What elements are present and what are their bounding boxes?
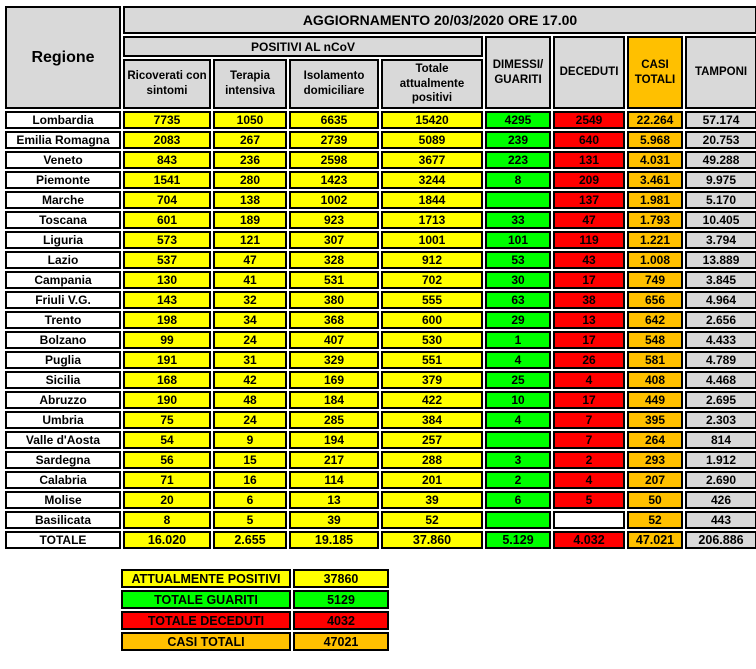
dimessi-value: 53 [485,251,551,269]
dimessi-value: 6 [485,491,551,509]
casi-value: 50 [627,491,683,509]
attualmente-value: 3677 [381,151,483,169]
summary-row [121,632,389,651]
deceduti-value: 17 [553,331,625,349]
tamponi-value: 426 [685,491,756,509]
attualmente-value: 3244 [381,171,483,189]
terapia-value: 41 [213,271,287,289]
attualmente-value: 5089 [381,131,483,149]
ricoverati-value: 2083 [123,131,211,149]
tamponi-value: 3.845 [685,271,756,289]
casi-value: 5.968 [627,131,683,149]
deceduti-value [553,511,625,529]
totale-ricoverati: 16.020 [123,531,211,549]
attualmente-value: 257 [381,431,483,449]
dimessi-value [485,191,551,209]
region-name: Abruzzo [5,391,121,409]
ricoverati-value: 99 [123,331,211,349]
summary-row [121,611,389,630]
table-row [5,371,756,389]
region-name: Campania [5,271,121,289]
region-name: Bolzano [5,331,121,349]
table-row [5,511,756,529]
casi-value: 749 [627,271,683,289]
terapia-value: 189 [213,211,287,229]
deceduti-value: 13 [553,311,625,329]
dimessi-value: 30 [485,271,551,289]
region-name: Toscana [5,211,121,229]
summary-row [121,590,389,609]
deceduti-value: 26 [553,351,625,369]
table-row [5,291,756,309]
region-name: Puglia [5,351,121,369]
ricoverati-value: 198 [123,311,211,329]
terapia-value: 48 [213,391,287,409]
covid-regions-table [3,4,756,551]
isolamento-value: 169 [289,371,379,389]
dimessi-value: 8 [485,171,551,189]
tamponi-value: 5.170 [685,191,756,209]
terapia-value: 9 [213,431,287,449]
table-row [5,131,756,149]
region-name: Calabria [5,471,121,489]
deceduti-value: 137 [553,191,625,209]
attualmente-value: 15420 [381,111,483,129]
attualmente-value: 555 [381,291,483,309]
attualmente-value: 201 [381,471,483,489]
tamponi-value: 4.433 [685,331,756,349]
deceduti-value: 2549 [553,111,625,129]
ricoverati-value: 190 [123,391,211,409]
isolamento-value: 368 [289,311,379,329]
totale-terapia: 2.655 [213,531,287,549]
casi-value: 4.031 [627,151,683,169]
totale-label: TOTALE [5,531,121,549]
casi-value: 22.264 [627,111,683,129]
ricoverati-value: 1541 [123,171,211,189]
region-name: Sardegna [5,451,121,469]
totale-dimessi: 5.129 [485,531,551,549]
table-row [5,191,756,209]
dimessi-value: 4295 [485,111,551,129]
positivi-group-header: POSITIVI AL nCoV [123,36,483,57]
dimessi-value: 29 [485,311,551,329]
region-name: Friuli V.G. [5,291,121,309]
tamponi-value: 10.405 [685,211,756,229]
ricoverati-value: 130 [123,271,211,289]
region-name: Molise [5,491,121,509]
attualmente-value: 1844 [381,191,483,209]
totale-deceduti: 4.032 [553,531,625,549]
casi-value: 581 [627,351,683,369]
isolamento-value: 285 [289,411,379,429]
summary-value: 4032 [293,611,389,630]
isolamento-header: Isolamento domiciliare [289,59,379,109]
tamponi-value: 1.912 [685,451,756,469]
deceduti-value: 5 [553,491,625,509]
totale-isolamento: 19.185 [289,531,379,549]
table-row [5,211,756,229]
ricoverati-value: 843 [123,151,211,169]
region-name: Umbria [5,411,121,429]
isolamento-value: 39 [289,511,379,529]
tamponi-header: TAMPONI [685,36,756,109]
deceduti-value: 4 [553,371,625,389]
terapia-value: 280 [213,171,287,189]
table-row [5,491,756,509]
tamponi-value: 57.174 [685,111,756,129]
summary-label: TOTALE GUARITI [121,590,291,609]
dimessi-value: 1 [485,331,551,349]
tamponi-value: 20.753 [685,131,756,149]
attualmente-value: 422 [381,391,483,409]
totale-attualmente: 37.860 [381,531,483,549]
casi-value: 548 [627,331,683,349]
ricoverati-value: 704 [123,191,211,209]
deceduti-value: 131 [553,151,625,169]
dimessi-value: 25 [485,371,551,389]
tamponi-value: 3.794 [685,231,756,249]
attualmente-value: 912 [381,251,483,269]
ricoverati-value: 601 [123,211,211,229]
tamponi-value: 4.964 [685,291,756,309]
isolamento-value: 380 [289,291,379,309]
attualmente-value: 52 [381,511,483,529]
deceduti-value: 17 [553,391,625,409]
ricoverati-value: 56 [123,451,211,469]
region-name: Trento [5,311,121,329]
tamponi-value: 2.656 [685,311,756,329]
terapia-value: 24 [213,411,287,429]
casi-value: 3.461 [627,171,683,189]
dimessi-value: 239 [485,131,551,149]
casi-value: 642 [627,311,683,329]
deceduti-value: 119 [553,231,625,249]
casi-value: 207 [627,471,683,489]
attualmente-value: 702 [381,271,483,289]
attualmente-value: 1001 [381,231,483,249]
deceduti-value: 38 [553,291,625,309]
dimessi-value: 3 [485,451,551,469]
ricoverati-value: 8 [123,511,211,529]
isolamento-value: 923 [289,211,379,229]
terapia-value: 34 [213,311,287,329]
region-name: Valle d'Aosta [5,431,121,449]
terapia-value: 236 [213,151,287,169]
summary-label: TOTALE DECEDUTI [121,611,291,630]
deceduti-value: 7 [553,431,625,449]
casi-value: 1.221 [627,231,683,249]
isolamento-value: 307 [289,231,379,249]
region-name: Sicilia [5,371,121,389]
terapia-value: 138 [213,191,287,209]
dimessi-value: 63 [485,291,551,309]
casi-value: 1.981 [627,191,683,209]
isolamento-value: 328 [289,251,379,269]
terapia-value: 31 [213,351,287,369]
table-row [5,411,756,429]
ricoverati-value: 191 [123,351,211,369]
casi-value: 293 [627,451,683,469]
table-row [5,171,756,189]
table-row [5,431,756,449]
isolamento-value: 1002 [289,191,379,209]
ricoverati-value: 573 [123,231,211,249]
attualmente-value: 384 [381,411,483,429]
casi-value: 52 [627,511,683,529]
ricoverati-value: 75 [123,411,211,429]
isolamento-value: 13 [289,491,379,509]
isolamento-value: 6635 [289,111,379,129]
deceduti-value: 4 [553,471,625,489]
table-row [5,231,756,249]
totale-row [5,531,756,549]
ricoverati-header: Ricoverati con sintomi [123,59,211,109]
isolamento-value: 2739 [289,131,379,149]
isolamento-value: 2598 [289,151,379,169]
table-row [5,251,756,269]
isolamento-value: 114 [289,471,379,489]
terapia-value: 24 [213,331,287,349]
tamponi-value: 2.695 [685,391,756,409]
region-name: Liguria [5,231,121,249]
isolamento-value: 184 [289,391,379,409]
terapia-value: 121 [213,231,287,249]
dimessi-value [485,431,551,449]
region-name: Basilicata [5,511,121,529]
table-body [5,111,756,529]
attualmente-value: 39 [381,491,483,509]
table-row [5,451,756,469]
update-title: AGGIORNAMENTO 20/03/2020 ORE 17.00 [123,6,756,34]
tamponi-value: 49.288 [685,151,756,169]
tamponi-value: 4.789 [685,351,756,369]
summary-value: 47021 [293,632,389,651]
terapia-value: 47 [213,251,287,269]
deceduti-value: 209 [553,171,625,189]
attualmente-value: 551 [381,351,483,369]
casi-value: 264 [627,431,683,449]
table-row [5,471,756,489]
deceduti-value: 47 [553,211,625,229]
terapia-value: 6 [213,491,287,509]
casi-value: 395 [627,411,683,429]
dimessi-value [485,511,551,529]
terapia-header: Terapia intensiva [213,59,287,109]
tamponi-value: 2.690 [685,471,756,489]
region-name: Marche [5,191,121,209]
terapia-value: 1050 [213,111,287,129]
tamponi-value: 443 [685,511,756,529]
isolamento-value: 194 [289,431,379,449]
deceduti-value: 43 [553,251,625,269]
totale-casi: 47.021 [627,531,683,549]
ricoverati-value: 143 [123,291,211,309]
isolamento-value: 407 [289,331,379,349]
terapia-value: 16 [213,471,287,489]
isolamento-value: 217 [289,451,379,469]
terapia-value: 42 [213,371,287,389]
casi-value: 1.008 [627,251,683,269]
attualmente-value: 600 [381,311,483,329]
deceduti-value: 2 [553,451,625,469]
deceduti-header: DECEDUTI [553,36,625,109]
summary-value: 5129 [293,590,389,609]
casi-value: 449 [627,391,683,409]
isolamento-value: 531 [289,271,379,289]
attualmente-header: Totale attualmente positivi [381,59,483,109]
terapia-value: 5 [213,511,287,529]
tamponi-value: 9.975 [685,171,756,189]
table-row [5,271,756,289]
casi-value: 656 [627,291,683,309]
tamponi-value: 814 [685,431,756,449]
attualmente-value: 288 [381,451,483,469]
tamponi-value: 4.468 [685,371,756,389]
table-row [5,331,756,349]
attualmente-value: 1713 [381,211,483,229]
summary-row [121,569,389,588]
ricoverati-value: 54 [123,431,211,449]
totale-tamponi: 206.886 [685,531,756,549]
dimessi-header: DIMESSI/ GUARITI [485,36,551,109]
region-name: Piemonte [5,171,121,189]
table-row [5,311,756,329]
isolamento-value: 1423 [289,171,379,189]
ricoverati-value: 7735 [123,111,211,129]
summary-label: ATTUALMENTE POSITIVI [121,569,291,588]
summary-value: 37860 [293,569,389,588]
deceduti-value: 17 [553,271,625,289]
terapia-value: 32 [213,291,287,309]
ricoverati-value: 71 [123,471,211,489]
regione-header: Regione [5,6,121,109]
table-row [5,391,756,409]
dimessi-value: 10 [485,391,551,409]
terapia-value: 15 [213,451,287,469]
summary-label: CASI TOTALI [121,632,291,651]
attualmente-value: 379 [381,371,483,389]
region-name: Veneto [5,151,121,169]
casi-totali-header: CASI TOTALI [627,36,683,109]
ricoverati-value: 168 [123,371,211,389]
ricoverati-value: 20 [123,491,211,509]
casi-value: 408 [627,371,683,389]
dimessi-value: 101 [485,231,551,249]
table-row [5,151,756,169]
dimessi-value: 223 [485,151,551,169]
region-name: Lombardia [5,111,121,129]
terapia-value: 267 [213,131,287,149]
table-row [5,111,756,129]
summary-table [119,567,391,653]
casi-value: 1.793 [627,211,683,229]
dimessi-value: 33 [485,211,551,229]
dimessi-value: 4 [485,351,551,369]
deceduti-value: 640 [553,131,625,149]
dimessi-value: 2 [485,471,551,489]
deceduti-value: 7 [553,411,625,429]
attualmente-value: 530 [381,331,483,349]
isolamento-value: 329 [289,351,379,369]
region-name: Emilia Romagna [5,131,121,149]
table-row [5,351,756,369]
ricoverati-value: 537 [123,251,211,269]
region-name: Lazio [5,251,121,269]
tamponi-value: 2.303 [685,411,756,429]
dimessi-value: 4 [485,411,551,429]
tamponi-value: 13.889 [685,251,756,269]
